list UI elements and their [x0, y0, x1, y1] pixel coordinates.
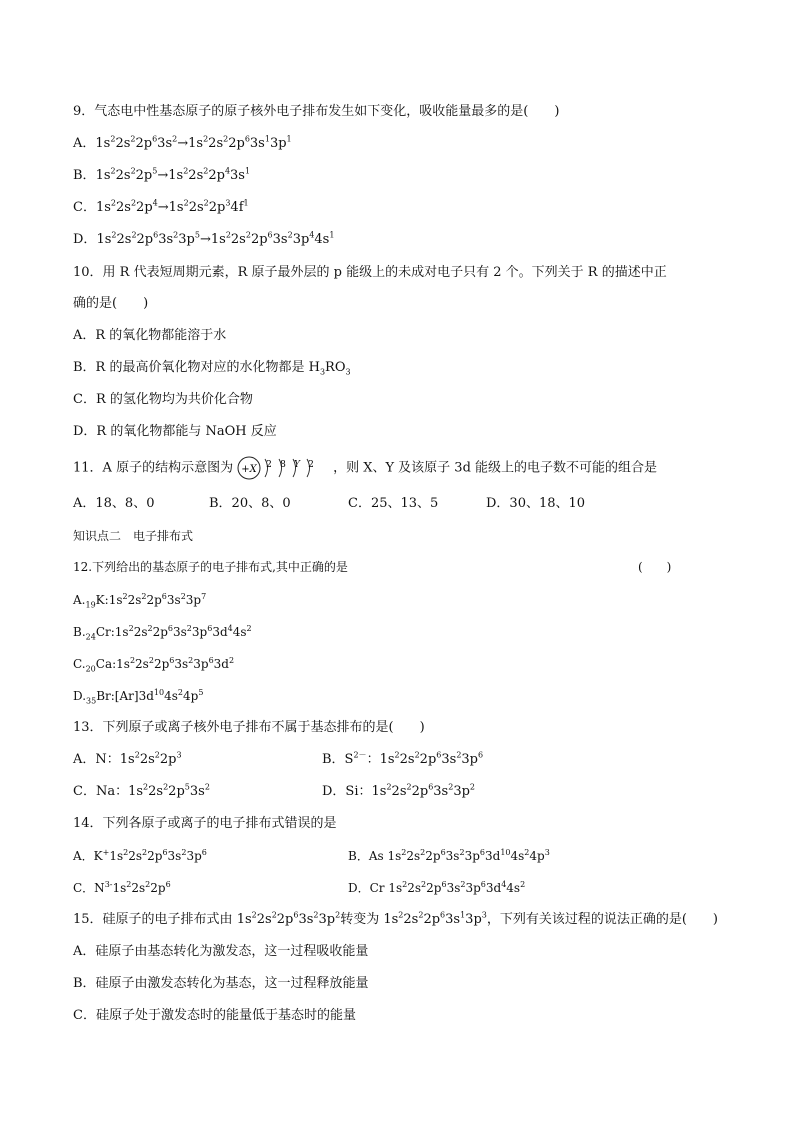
q13-options-row1: [73, 752, 733, 768]
electron-count: 6: [152, 134, 158, 144]
q12-option-a: $A._{19}K:1s^22s^22p^63s^23p^7$: [73, 592, 207, 610]
orbital: 1s: [116, 657, 130, 671]
electron-count: 2: [229, 656, 235, 665]
orbital: 2p: [135, 136, 153, 151]
electron-count: 2: [142, 848, 148, 857]
orbital: 1s: [108, 593, 123, 607]
electron-config: [120, 752, 182, 767]
orbital: 3p: [465, 912, 482, 927]
section-heading: 知识点二 电子排布式: [73, 529, 194, 543]
shell-2-label: 8: [280, 460, 286, 470]
electron-count: 2: [148, 656, 154, 665]
orbital: 3s: [433, 784, 449, 799]
orbital: 1s: [188, 136, 204, 151]
orbital: 2s: [403, 912, 419, 927]
electron-count: 2: [163, 782, 169, 792]
electron-config: [96, 200, 158, 215]
electron-count: 2: [110, 134, 116, 144]
orbital: 2s: [188, 168, 204, 183]
orbital: 3p: [464, 849, 480, 863]
orbital: 3s: [272, 232, 288, 247]
orbital: 1s: [96, 232, 112, 247]
orbital: 3p: [461, 752, 478, 767]
orbital: 1s: [388, 881, 403, 895]
orbital: 2s: [135, 657, 149, 671]
orbital: 1s: [114, 625, 129, 639]
electron-count: 2: [134, 750, 140, 760]
orbital: 1s: [210, 232, 226, 247]
orbital: 3s: [158, 232, 174, 247]
q10-option-b: B．R 的最高价氧化物对应的水化物都是 $H_3RO_3$: [73, 360, 351, 377]
electron-count: 6: [165, 880, 171, 889]
electron-count: 2: [418, 910, 424, 920]
electron-count: 4: [501, 880, 507, 889]
orbital: 3d: [138, 689, 154, 703]
orbital: 3p: [453, 784, 470, 799]
electron-count: 6: [441, 880, 447, 889]
orbital: 2p: [135, 168, 153, 183]
orbital: 1s: [95, 168, 111, 183]
orbital: 2s: [133, 625, 148, 639]
q13-option-d: D．Si：$1s^22s^22p^63s^23p^2$: [322, 782, 476, 799]
electron-count: 2: [271, 910, 277, 920]
electron-count: 2: [183, 198, 189, 208]
orbital: 3s: [173, 625, 187, 639]
q15-option-a: A．硅原子由基态转化为激发态，这一过程吸收能量: [73, 944, 369, 959]
electron-count: 2: [141, 592, 147, 601]
orbital: 4p: [182, 689, 199, 703]
electron-config: [237, 912, 341, 927]
q11-option-b: B．20、8、0: [209, 496, 291, 511]
orbital: 2p: [228, 136, 245, 151]
q12-option-b: $B._{24}Cr:1s^22s^22p^63s^23p^63d^44s^2$: [73, 624, 252, 642]
orbital: 3d: [212, 625, 228, 639]
electron-count: 6: [267, 230, 273, 240]
orbital: 2s: [399, 752, 415, 767]
q14-option-c: C．$N^{3-}1s^22s^22p^6$: [73, 880, 171, 895]
electron-count: 1: [286, 134, 292, 144]
electron-count: 3: [544, 848, 550, 857]
electron-count: 2: [386, 782, 392, 792]
electron-count: 2: [145, 880, 151, 889]
electron-count: 3: [225, 198, 231, 208]
electron-config: [115, 625, 252, 639]
electron-config: [380, 752, 484, 767]
electron-config: [128, 784, 210, 799]
orbital: 2s: [407, 881, 422, 895]
electron-config: [372, 784, 476, 799]
electron-config: [95, 136, 177, 151]
orbital: 3d: [485, 881, 502, 895]
shell-4-label: 2: [308, 460, 314, 470]
orbital: 1s: [168, 168, 184, 183]
orbital: 2s: [208, 136, 224, 151]
electron-count: 1: [264, 134, 270, 144]
electron-count: 2: [130, 166, 136, 176]
orbital: 4p: [529, 849, 545, 863]
electron-count: 2: [128, 624, 134, 633]
orbital: 2s: [127, 593, 142, 607]
q15-option-c: C．硅原子处于激发态时的能量低于基态时的能量: [73, 1008, 356, 1023]
electron-count: 10: [153, 688, 165, 697]
atom-structure-diagram: [235, 456, 331, 480]
orbital: 3s: [445, 849, 460, 863]
electron-config: [211, 232, 335, 247]
electron-count: 6: [161, 592, 167, 601]
electron-count: 6: [153, 230, 159, 240]
orbital: 3s: [249, 136, 265, 151]
q12-option-c: $C._{20}Ca:1s^22s^22p^63s^23p^63d^2$: [73, 656, 235, 674]
orbital: 2p: [425, 849, 441, 863]
q12-stem: 12.下列给出的基态原子的电子排布式,其中正确的是 ( ): [73, 560, 672, 574]
orbital: 2p: [136, 232, 154, 247]
orbital: 3s: [157, 136, 173, 151]
orbital: 1s: [95, 136, 111, 151]
orbital: 1s: [112, 881, 127, 895]
orbital: 3p: [269, 136, 287, 151]
orbital: 1s: [128, 784, 144, 799]
orbital: 2p: [146, 593, 162, 607]
electron-config: [112, 881, 170, 895]
orbital: 2p: [250, 232, 268, 247]
orbital: 2s: [148, 784, 164, 799]
electron-config: [388, 881, 525, 895]
orbital: 2s: [115, 168, 131, 183]
orbital: 2p: [419, 752, 437, 767]
electron-count: 2: [394, 750, 400, 760]
electron-count: 6: [480, 880, 486, 889]
answer-bracket: ( ): [638, 560, 672, 574]
q12-option-d: $D._{35}Br:[Ar]3d^{10}4s^24p^5$: [73, 688, 204, 706]
electron-count: 5: [198, 688, 204, 697]
orbital: 1s: [236, 912, 252, 927]
electron-count: 2: [110, 198, 116, 208]
q9-option-a: A．$1s^22s^22p^63s^2\to 1s^22s^22p^63s^13p^1$: [73, 134, 292, 151]
orbital: 2s: [128, 849, 143, 863]
orbital: 3s: [166, 593, 181, 607]
electron-count: 2: [287, 230, 293, 240]
electron-count: 2: [520, 880, 526, 889]
electron-config: [383, 912, 487, 927]
orbital: 1s: [109, 849, 124, 863]
orbital: 3s: [445, 912, 461, 927]
electron-count: 2: [460, 880, 466, 889]
electron-count: 2: [223, 134, 229, 144]
electron-count: 2: [143, 782, 149, 792]
electron-count: 6: [428, 782, 434, 792]
electron-count: 2: [421, 880, 427, 889]
orbital: 3s: [230, 168, 245, 183]
orbital: 4s: [314, 232, 330, 247]
electron-config: [109, 849, 207, 863]
orbital: 2s: [256, 912, 272, 927]
orbital: 3s: [298, 912, 314, 927]
q13-option-b: B．$S^{2-}$：$1s^22s^22p^63s^23p^6$: [322, 750, 484, 767]
electron-count: 2: [251, 910, 257, 920]
q10-option-a: A．R 的氧化物都能溶于水: [73, 328, 227, 343]
electron-config: [168, 168, 250, 183]
q13-option-c: C．Na：$1s^22s^22p^53s^2$: [73, 782, 210, 799]
electron-count: 2: [203, 134, 209, 144]
electron-count: 5: [184, 782, 190, 792]
electron-count: 2: [154, 750, 160, 760]
q14-options-row1: [73, 848, 733, 864]
q15-stem: 15．硅原子的电子排布式由 $1s^22s^22p^63s^23p^2$转变为 $1s^22s^22p^63s^13p^3$，下列有关该过程的说法正确的是( ): [73, 910, 719, 927]
electron-count: 4: [309, 230, 315, 240]
electron-count: 2: [245, 230, 251, 240]
electron-count: 6: [440, 848, 446, 857]
electron-count: 2: [173, 230, 179, 240]
electron-count: 6: [293, 910, 299, 920]
orbital: 2p: [276, 912, 294, 927]
electron-count: 2: [414, 750, 420, 760]
orbital: 1s: [387, 849, 402, 863]
electron-count: 6: [244, 134, 250, 144]
electron-count: 6: [436, 750, 442, 760]
orbital: 2s: [391, 784, 407, 799]
electron-count: 2: [126, 880, 132, 889]
orbital: 1s: [379, 752, 395, 767]
electron-count: 2: [183, 166, 189, 176]
electron-count: 1: [329, 230, 335, 240]
orbital: 2s: [188, 200, 204, 215]
electron-count: 2: [147, 624, 153, 633]
q9-stem: 9．气态电中性基态原子的原子核外电子排布发生如下变化，吸收能量最多的是( ): [73, 104, 560, 119]
electron-config: [96, 168, 158, 183]
orbital: 4s: [510, 849, 525, 863]
electron-count: 2: [186, 624, 192, 633]
orbital: 2s: [115, 136, 131, 151]
orbital: 2p: [168, 784, 185, 799]
electron-config: [139, 689, 204, 703]
electron-count: 4: [227, 624, 233, 633]
electron-count: 6: [207, 624, 213, 633]
electron-count: 2: [524, 848, 530, 857]
q15-option-b: B．硅原子由激发态转化为基态，这一过程释放能量: [73, 976, 369, 991]
orbital: 3s: [167, 849, 182, 863]
q11-option-d: D．30、18、10: [486, 496, 586, 511]
q10-option-c: C．R 的氢化物均为共价化合物: [73, 392, 253, 407]
orbital: 2s: [230, 232, 246, 247]
orbital: 2p: [147, 849, 163, 863]
orbital: 4f: [230, 200, 244, 215]
electron-config: [387, 849, 549, 863]
orbital: 2p: [152, 625, 168, 639]
orbital: 4s: [506, 881, 521, 895]
electron-count: 6: [167, 624, 173, 633]
electron-count: 2: [420, 848, 426, 857]
electron-count: 2: [131, 230, 137, 240]
orbital: 2p: [159, 752, 177, 767]
electron-count: 2: [203, 198, 209, 208]
electron-config: [109, 593, 207, 607]
orbital: 1s: [371, 784, 387, 799]
orbital: 1s: [383, 912, 399, 927]
orbital: 2p: [153, 657, 170, 671]
electron-count: 2: [402, 880, 408, 889]
electron-count: 6: [208, 656, 214, 665]
electron-count: 3: [176, 750, 182, 760]
orbital: 1s: [95, 200, 111, 215]
orbital: 3p: [292, 232, 310, 247]
electron-count: 2: [180, 592, 186, 601]
electron-count: 3: [481, 910, 487, 920]
orbital: 3p: [465, 881, 481, 895]
electron-count: 2: [398, 910, 404, 920]
orbital: 3p: [191, 625, 208, 639]
q10-stem-line2: 确的是( ): [73, 296, 149, 311]
electron-count: 2: [111, 230, 117, 240]
shell-1-label: 2: [266, 460, 272, 470]
electron-count: 2: [448, 782, 454, 792]
q10-option-d: D．R 的氧化物都能与 NaOH 反应: [73, 424, 277, 439]
orbital: 2p: [426, 881, 442, 895]
q14-option-a: A．$K^+1s^22s^22p^63s^23p^6$: [73, 848, 207, 863]
orbital: 3p: [318, 912, 336, 927]
electron-count: 1: [244, 166, 251, 176]
electron-count: 1: [460, 910, 466, 920]
electron-count: 4: [152, 198, 158, 208]
electron-count: 2: [130, 134, 136, 144]
orbital: 3d: [484, 849, 501, 863]
electron-count: 6: [162, 848, 168, 857]
orbital: 2p: [208, 168, 225, 183]
shell-3-label: Y: [294, 460, 301, 470]
electron-count: 2: [335, 910, 341, 920]
electron-count: 2: [188, 656, 194, 665]
orbital: 2p: [423, 912, 441, 927]
orbital: 2s: [131, 881, 146, 895]
q10-stem-line1: 10．用 R 代表短周期元素，R 原子最外层的 p 能级上的未成对电子只有 2 个。下列关于 R 的描述中正: [73, 265, 667, 280]
q14-option-d: D．Cr $1s^22s^22p^63s^23p^63d^44s^2$: [348, 880, 526, 895]
electron-count: 2: [130, 198, 137, 208]
orbital: 3p: [193, 657, 209, 671]
orbital: 3s: [441, 752, 457, 767]
electron-count: 2: [313, 910, 319, 920]
electron-count: 1: [243, 198, 249, 208]
electron-count: 2: [172, 134, 178, 144]
q13-options-row2: [73, 784, 733, 800]
orbital: 3p: [186, 849, 202, 863]
orbital: 3s: [189, 784, 205, 799]
electron-count: 6: [440, 910, 446, 920]
electron-count: 6: [169, 656, 175, 665]
electron-count: 2: [203, 166, 209, 176]
orbital: 2s: [406, 849, 421, 863]
electron-count: 2: [122, 592, 128, 601]
electron-count: 2: [129, 656, 136, 665]
electron-count: 2: [459, 848, 465, 857]
electron-config: [188, 136, 292, 151]
electron-count: 5: [194, 230, 200, 240]
q11-option-a: A．18、8、0: [73, 496, 155, 511]
electron-count: 2: [456, 750, 462, 760]
q9-option-d: D．$1s^22s^22p^63s^23p^5\to 1s^22s^22p^63s^23p^44s^1$: [73, 230, 335, 247]
orbital: 3d: [213, 657, 229, 671]
electron-config: [96, 232, 200, 247]
orbital: 2s: [116, 200, 131, 215]
electron-count: 4: [224, 166, 231, 176]
orbital: 2p: [208, 200, 226, 215]
orbital: 3p: [185, 593, 202, 607]
orbital: 3s: [174, 657, 189, 671]
electron-count: 2: [469, 782, 476, 792]
electron-config: [169, 200, 249, 215]
orbital: 2p: [150, 881, 166, 895]
electron-count: 2: [181, 848, 187, 857]
q11-option-c: C．25、13、5: [348, 496, 439, 511]
orbital: 2p: [136, 200, 153, 215]
electron-count: 2: [204, 782, 210, 792]
electron-count: 5: [152, 166, 158, 176]
electron-count: 2: [246, 624, 252, 633]
electron-count: 2: [225, 230, 231, 240]
orbital: 2s: [139, 752, 155, 767]
orbital: 3p: [178, 232, 195, 247]
electron-count: 2: [401, 848, 407, 857]
orbital: 2p: [411, 784, 429, 799]
orbital: 4s: [164, 689, 178, 703]
q11-options: [73, 496, 753, 512]
orbital: 3s: [446, 881, 461, 895]
electron-count: 6: [479, 848, 485, 857]
electron-count: 7: [201, 592, 207, 601]
electron-count: 2: [123, 848, 129, 857]
orbital: 1s: [168, 200, 184, 215]
electron-count: 2: [110, 166, 116, 176]
q9-option-c: C．$1s^22s^22p^4\to 1s^22s^22p^34f^1$: [73, 198, 249, 215]
orbital: 1s: [119, 752, 135, 767]
electron-count: 10: [500, 848, 511, 857]
q14-stem: 14．下列各原子或离子的电子排布式错误的是: [73, 816, 337, 831]
q11-stem: 11．A 原子的结构示意图为 +X 2 8 Y 2 ，则 X、Y 及该原子 3d 能级上的电子数不可能的组合是: [73, 456, 657, 480]
orbital: 2s: [116, 232, 132, 247]
electron-count: 2: [177, 688, 183, 697]
q14-option-b: B．As $1s^22s^22p^63s^23p^63d^{10}4s^24p^3$: [348, 848, 550, 863]
atom-nucleus-label: +X: [241, 464, 257, 475]
q13-option-a: A．N：$1s^22s^22p^3$: [73, 750, 182, 767]
q13-stem: 13．下列原子或离子核外电子排布不属于基态排布的是( ): [73, 720, 425, 735]
electron-config: [116, 657, 234, 671]
electron-count: 6: [478, 750, 484, 760]
electron-count: 2: [406, 782, 412, 792]
q14-options-row2: [73, 880, 733, 896]
q9-option-b: B．$1s^22s^22p^5\to 1s^22s^22p^43s^1$: [73, 166, 251, 183]
electron-count: 6: [201, 848, 207, 857]
orbital: 4s: [232, 625, 247, 639]
